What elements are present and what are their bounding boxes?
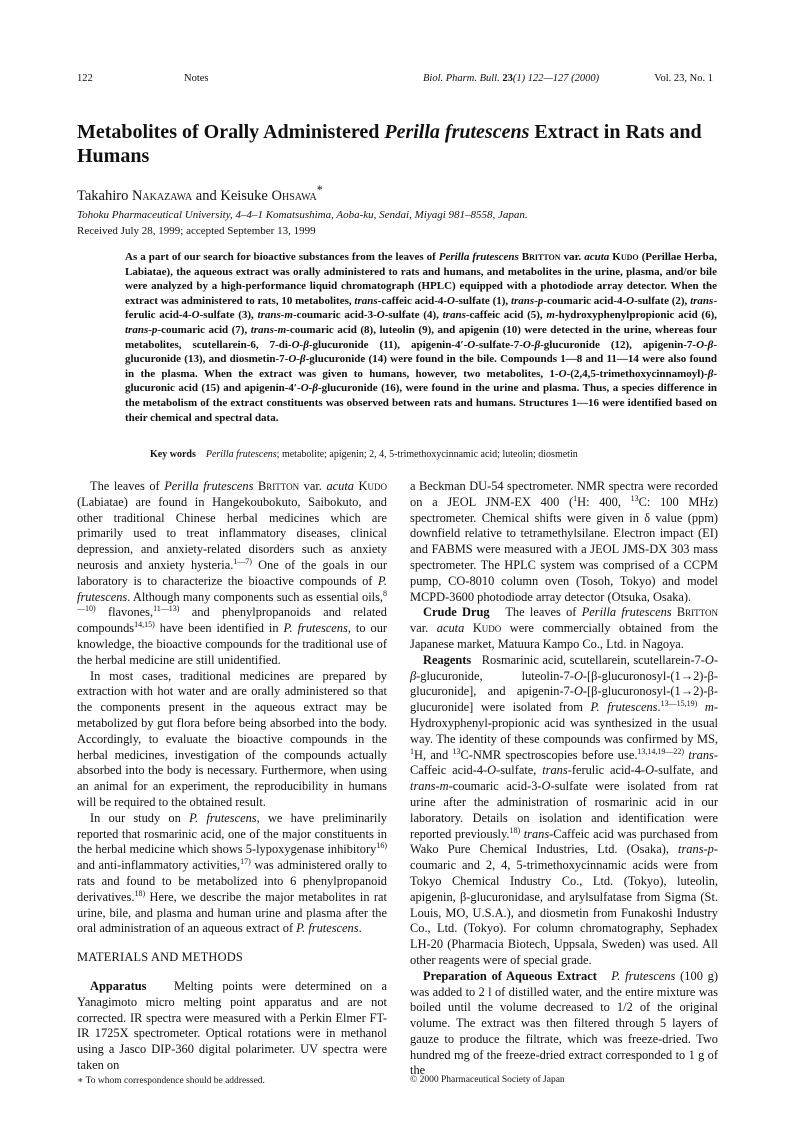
copyright: © 2000 Pharmaceutical Society of Japan	[410, 1075, 565, 1085]
volume-issue: Vol. 23, No. 1	[654, 73, 713, 84]
title-part: Extract in Rats and Humans	[77, 121, 702, 167]
journal-volume: 23	[502, 73, 513, 84]
title-part: Metabolites of Orally Administered	[77, 121, 385, 143]
intro-paragraph-3: In our study on P. frutescens, we have preliminarily reported that rosmarinic acid, one of the major constituents in the herbal medicine which shows 5-lypoxygenase inhibitory$^{16)}$ and anti-inflammatory activities,$^{17)}$ was administered orally to rats and found to be metabolized into 6 phenylpropanoid derivatives.$^{18)}$ Here, we describe the major metabolites in rat urine, bile, and plasma and human urine and plasma after the oral administration of an aqueous extract of P. frutescens.	[77, 810, 388, 936]
keywords-rest: ; metabolite; apigenin; 2, 4, 5-trimethoxycinnamic acid; luteolin; diosmetin	[276, 449, 578, 460]
journal-citation	[423, 73, 599, 84]
author-last: Nakazawa	[131, 187, 193, 204]
keyword-species: Perilla frutescens	[205, 449, 277, 460]
section-heading: MATERIALS AND METHODS	[77, 950, 243, 965]
apparatus-paragraph: Apparatus Melting points were determined on a Yanagimoto micro melting point apparatus and are not corrected. IR spectra were measured with a Perkin Elmer FT-IR 1725X spectrometer. Optical rotations were in methanol using a Jasco DIP-360 digital polarimeter. UV spectra were taken on	[77, 978, 388, 1072]
apparatus-continued: a Beckman DU-54 spectrometer. NMR spectra were recorded on a JEOL JNM-EX 400 ($^1$H: 400, $^{13}$C: 100 MHz) spectrometer. Chemical shifts were given in δ value (ppm) downfield relative to tetramethylsilane. Electron impact (EI) and FABMS were measured with a JEOL JMS-DX 303 mass spectrometer. The HPLC system was comprised of a CCPM pump, CO-8010 column oven (Tosoh, Tokyo) and model MCPD-3600 photodiode array detector (Otsuka, Osaka).	[410, 479, 718, 604]
author-first: Takahiro	[77, 187, 132, 204]
received-dates: Received July 28, 1999; accepted September 13, 1999	[77, 225, 316, 237]
affiliation: Tohoku Pharmaceutical University, 4–4–1 Komatsushima, Aoba-ku, Sendai, Miyagi 981–8558, Japan.	[77, 209, 528, 221]
correspondence-footnote: ∗ To whom correspondence should be addressed.	[77, 1076, 265, 1086]
title-species: Perilla frutescens	[384, 121, 530, 143]
left-column	[77, 479, 387, 1074]
intro-paragraph-1: The leaves of Perilla frutescens Britton var. acuta Kudo (Labiatae) are found in Hangekoubokuto, Saibokuto, and other traditional Chinese herbal medicines which are primarily used to treat inflammatory diseases, clinical depression, and anxiety-related disorders such as anxiety neurosis and anxiety hysteria.$^{1—7)}$ One of the goals in our laboratory is to characterize the bioactive compounds of P. frutescens. Although many components such as essential oils,$^{8—10)}$ flavones,$^{11—13)}$ and phenylpropanoids and related compounds$^{14,15)}$ have been identified in P. frutescens, to our knowledge, the bioactive compounds for the traditional use of the herbal medicine are still unidentified.	[77, 479, 388, 667]
journal-pages: (1) 122—127 (2000)	[512, 73, 600, 84]
abstract: As a part of our search for bioactive substances from the leaves of Perilla frutescens Britton var. acuta Kudo (Perillae Herba, Labiatae), the aqueous extract was orally administered to rats and humans, and metabolites in the urine, plasma, and/or bile were analyzed by a high-performance liquid chromatograph (HPLC) equipped with a photodiode array detector. When the extract was administered to rats, 10 metabolites, trans-caffeic acid-4-O-sulfate (1), trans-p-coumaric acid-4-O-sulfate (2), trans-ferulic acid-4-O-sulfate (3), trans-m-coumaric acid-3-O-sulfate (4), trans-caffeic acid (5), m-hydroxyphenylpropionic acid (6), trans-p-coumaric acid (7), trans-m-coumaric acid (8), luteolin (9), and apigenin (10) were detected in the urine, whereas four metabolites, scutellarein-6, 7-di-O-β-glucuronide (11), apigenin-4′-O-sulfate-7-O-β-glucuronide (12), apigenin-7-O-β-glucuronide (13), and diosmetin-7-O-β-glucuronide (14) were found in the bile. Compounds 1—8 and 11—14 were also found in the plasma. When the extract was given to humans, however, two metabolites, 1-O-(2,4,5-trimethoxycinnamoyl)-β-glucuronic acid (15) and apigenin-4′-O-β-glucuronide (16), were found in the urine and plasma. Thus, a species difference in the metabolism of the extract constituents was observed between rats and humans. Structures 1—16 were identified based on their chemical and spectral data.	[125, 251, 718, 424]
page-number: 122	[77, 73, 93, 84]
intro-paragraph-2: In most cases, traditional medicines are prepared by extraction with hot water and are orally administered so that the components present in the aqueous extract may be metabolized by gut flora before being absorbed into the body. Accordingly, to evaluate the bioactive compounds in the herbal medicines, investigation of the compounds actually absorbed into the body is necessary. Furthermore, when using an animal for an experiment, the reproducibility in humans will be required to the obtained result.	[77, 668, 387, 809]
aqueous-extract-paragraph: Preparation of Aqueous Extract P. frutescens (100 g) was added to 2 l of distilled water, and the entire mixture was boiled until the volume decreased to 1/2 of the original volume. The extract was then filtered through 5 layers of gauze to produce the filtrate, which was freeze-dried. Two hundred mg of the freeze-dried extract corresponded to 1 g of the	[410, 968, 719, 1078]
crude-drug-paragraph: Crude Drug The leaves of Perilla frutescens Britton var. acuta Kudo were commercially obtained from the Japanese market, Matuura Kampo Co., Ltd. in Nagoya.	[410, 605, 718, 651]
author-join: and Keisuke	[192, 187, 272, 204]
author-last: Ohsawa	[271, 187, 317, 204]
authors	[77, 183, 323, 205]
reagents-paragraph: Reagents Rosmarinic acid, scutellarein, scutellarein-7-O-β-glucuronide, luteolin-7-O-[β-glucuronosyl-(1→2)-β-glucuronide], and apigenin-7-O-[β-glucuronosyl-(1→2)-β-glucuronide] were isolated from P. frutescens.$^{13—15,19)}$ m-Hydroxyphenyl-propionic acid was synthesized in the usual way. The identity of these compounds was confirmed by MS, $^1$H, and $^{13}$C-NMR spectroscopies before use.$^{13,14,19—22)}$ trans-Caffeic acid-4-O-sulfate, trans-ferulic acid-4-O-sulfate, and trans-m-coumaric acid-3-O-sulfate were isolated from rat urine after the administration of rosmarinic acid in our laboratory. Details on isolation and identification were reported previously.$^{18)}$ trans-Caffeic acid was purchased from Wako Pure Chemical Industries, Ltd. (Osaka), trans-p-coumaric and 2, 4, 5-trimethoxycinnamic acids were from Tokyo Chemical Industry Co., Ltd. (Tokyo), luteolin, apigenin, β-glucuronidase, and arylsulfatase from Sigma (St. Louis, MO, U.S.A.), and diosmetin from Funakoshi Industry Co., Ltd. (Tokyo). For column chromatography, Sephadex LH-20 (Pharmacia Biotech, Uppsala, Sweden) was used. All other reagents were of special grade.	[410, 652, 719, 967]
corresponding-mark: *	[316, 183, 323, 197]
article-title	[77, 120, 717, 168]
section-label: Notes	[184, 73, 209, 84]
right-column	[410, 479, 718, 1079]
keywords-label: Key words	[150, 449, 196, 460]
keywords	[150, 449, 720, 460]
journal-name: Biol. Pharm. Bull.	[423, 73, 500, 84]
